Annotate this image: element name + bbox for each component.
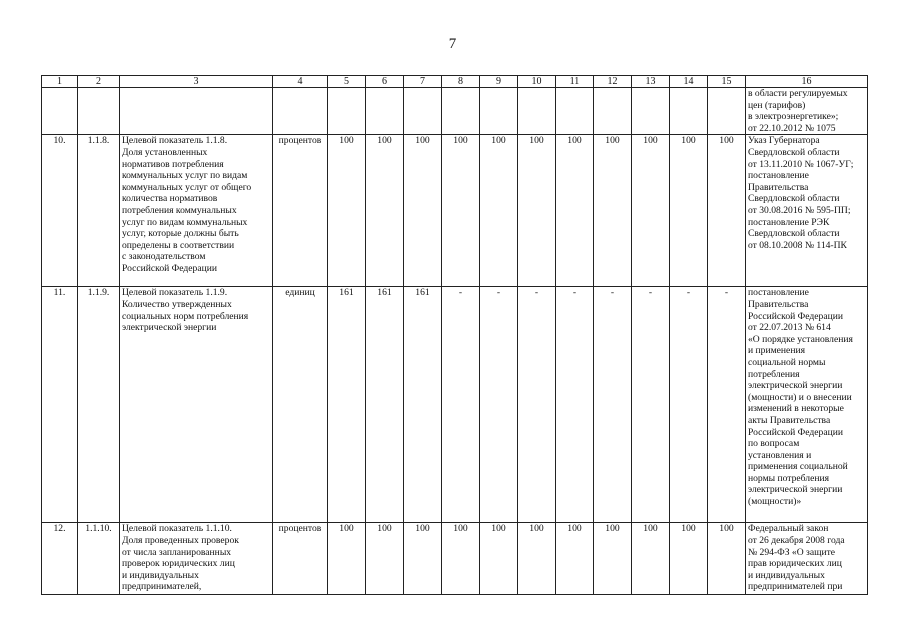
column-header: 15 — [708, 76, 746, 88]
year-value-cell: - — [594, 287, 632, 523]
unit-cell: процентов — [273, 135, 328, 287]
year-value-cell: 100 — [556, 135, 594, 287]
year-value-cell — [480, 88, 518, 135]
unit-cell — [273, 88, 328, 135]
year-value-cell: - — [670, 287, 708, 523]
row-number-cell: 12. — [42, 523, 78, 595]
page-number: 7 — [448, 36, 457, 52]
table-row — [42, 287, 868, 523]
year-value-cell: 100 — [632, 523, 670, 595]
indicator-name-cell: Целевой показатель 1.1.9. Количество утвержденных социальных норм потребления электрической энергии — [120, 287, 273, 523]
year-value-cell — [442, 88, 480, 135]
legal-source-cell: Федеральный закон от 26 декабря 2008 года № 294-ФЗ «О защите прав юридических лиц и индивидуальных предпринимателей при — [746, 523, 868, 595]
year-value-cell: 100 — [670, 523, 708, 595]
column-header: 16 — [746, 76, 868, 88]
year-value-cell: 100 — [518, 135, 556, 287]
indicator-code-cell: 1.1.8. — [78, 135, 120, 287]
column-header: 6 — [366, 76, 404, 88]
year-value-cell — [556, 88, 594, 135]
year-value-cell: 100 — [366, 135, 404, 287]
legal-source-cell: в области регулируемых цен (тарифов) в электроэнергетике»; от 22.10.2012 № 1075 — [746, 88, 868, 135]
unit-cell: единиц — [273, 287, 328, 523]
column-header: 11 — [556, 76, 594, 88]
legal-source-cell: постановление Правительства Российской Федерации от 22.07.2013 № 614 «О порядке установления и применения социальной нормы потребления электрической энергии (мощности) и о внесении изменений в некоторые акты Правительства Российской Федерации по вопросам установления и применения социальной нормы потребления электрической энергии (мощности)» — [746, 287, 868, 523]
column-header: 3 — [120, 76, 273, 88]
column-header: 12 — [594, 76, 632, 88]
table-row — [42, 135, 868, 287]
indicator-name-cell: Целевой показатель 1.1.8. Доля установленных нормативов потребления коммунальных услуг по видам коммунальных услуг от общего количества нормативов потребления коммунальных услуг по видам коммунальных услуг, которые должны быть определены в соответствии с законодательством Российской Федерации — [120, 135, 273, 287]
year-value-cell — [594, 88, 632, 135]
column-header: 14 — [670, 76, 708, 88]
column-header: 2 — [78, 76, 120, 88]
row-number-cell — [42, 88, 78, 135]
header-row — [42, 76, 868, 88]
year-value-cell: 100 — [442, 135, 480, 287]
indicator-code-cell: 1.1.9. — [78, 287, 120, 523]
column-header: 1 — [42, 76, 78, 88]
year-value-cell — [366, 88, 404, 135]
column-header: 5 — [328, 76, 366, 88]
column-header: 4 — [273, 76, 328, 88]
year-value-cell — [518, 88, 556, 135]
year-value-cell: - — [442, 287, 480, 523]
column-header: 10 — [518, 76, 556, 88]
year-value-cell: 100 — [518, 523, 556, 595]
year-value-cell: - — [632, 287, 670, 523]
year-value-cell: 100 — [404, 135, 442, 287]
year-value-cell: - — [518, 287, 556, 523]
year-value-cell: - — [556, 287, 594, 523]
column-header: 7 — [404, 76, 442, 88]
year-value-cell: 100 — [366, 523, 404, 595]
indicator-code-cell: 1.1.10. — [78, 523, 120, 595]
row-number-cell: 11. — [42, 287, 78, 523]
legal-source-cell: Указ Губернатора Свердловской области от 13.11.2010 № 1067-УГ; постановление Правительства Свердловской области от 30.08.2016 № 595-ПП; постановление РЭК Свердловской области от 08.10.2008 № 114-ПК — [746, 135, 868, 287]
year-value-cell: - — [708, 287, 746, 523]
year-value-cell: 161 — [366, 287, 404, 523]
unit-cell: процентов — [273, 523, 328, 595]
year-value-cell: 161 — [328, 287, 366, 523]
year-value-cell: 100 — [594, 523, 632, 595]
year-value-cell: 100 — [670, 135, 708, 287]
table-row — [42, 523, 868, 595]
year-value-cell — [632, 88, 670, 135]
year-value-cell — [708, 88, 746, 135]
year-value-cell: 100 — [594, 135, 632, 287]
indicator-name-cell — [120, 88, 273, 135]
year-value-cell: 100 — [442, 523, 480, 595]
year-value-cell: - — [480, 287, 518, 523]
year-value-cell: 100 — [404, 523, 442, 595]
year-value-cell — [670, 88, 708, 135]
year-value-cell: 100 — [480, 523, 518, 595]
year-value-cell — [404, 88, 442, 135]
indicator-name-cell: Целевой показатель 1.1.10. Доля проведенных проверок от числа запланированных проверок юридических лиц и индивидуальных предпринимателей, — [120, 523, 273, 595]
year-value-cell: 100 — [708, 135, 746, 287]
year-value-cell: 100 — [556, 523, 594, 595]
year-value-cell: 100 — [328, 135, 366, 287]
indicators-table — [41, 75, 868, 595]
column-header: 13 — [632, 76, 670, 88]
row-number-cell: 10. — [42, 135, 78, 287]
year-value-cell: 100 — [632, 135, 670, 287]
year-value-cell: 100 — [328, 523, 366, 595]
column-header: 9 — [480, 76, 518, 88]
indicator-code-cell — [78, 88, 120, 135]
year-value-cell — [328, 88, 366, 135]
year-value-cell: 100 — [708, 523, 746, 595]
table-row — [42, 88, 868, 135]
column-header: 8 — [442, 76, 480, 88]
year-value-cell: 100 — [480, 135, 518, 287]
year-value-cell: 161 — [404, 287, 442, 523]
